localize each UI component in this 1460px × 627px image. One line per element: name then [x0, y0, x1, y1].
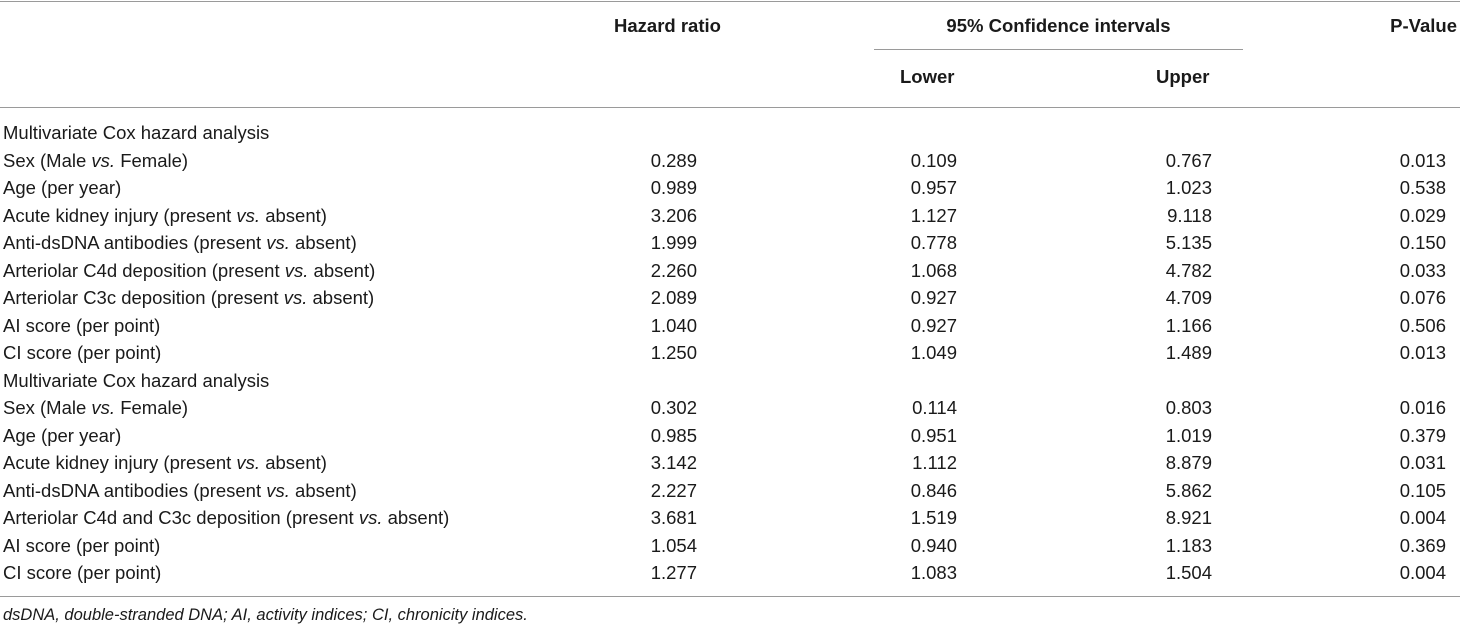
table-row — [0, 425, 1460, 453]
row-label-text: AI score (per point) — [3, 314, 161, 336]
ci-lower-cell: 1.519 — [910, 507, 957, 528]
row-label-text: absent) — [289, 232, 357, 253]
row-label-text: Age (per year) — [3, 177, 122, 198]
section-header-row — [0, 122, 1460, 150]
hazard-ratio-cell: 1.277 — [650, 562, 697, 583]
p-value-cell: 0.150 — [1399, 232, 1446, 253]
table-row — [0, 342, 1460, 370]
table-row — [0, 480, 1460, 508]
table-row — [0, 205, 1460, 233]
hazard-ratio-cell: 2.260 — [650, 259, 697, 281]
p-value-cell: 0.379 — [1399, 424, 1446, 446]
row-label-vs: vs. — [284, 259, 309, 281]
ci-lower-cell: 0.927 — [910, 314, 957, 336]
row-label — [3, 452, 327, 474]
p-value-cell: 0.031 — [1399, 452, 1446, 473]
p-value-cell: 0.013 — [1399, 149, 1446, 171]
row-label — [3, 232, 357, 254]
row-label — [3, 260, 375, 282]
ci-upper-cell: 9.118 — [1167, 204, 1212, 226]
hazard-ratio-cell: 1.040 — [650, 314, 697, 336]
ci-upper-cell: 8.879 — [1165, 452, 1212, 473]
row-label-text: Sex (Male — [3, 149, 92, 171]
row-label — [3, 535, 160, 557]
table-row — [0, 150, 1460, 178]
ci-upper-cell: 4.782 — [1165, 259, 1212, 281]
ci-upper-cell: 0.767 — [1165, 149, 1212, 171]
row-label-text: CI score (per point) — [3, 562, 162, 583]
row-label-text: absent) — [289, 479, 357, 501]
section-title: Multivariate Cox hazard analysis — [3, 369, 270, 391]
row-label — [3, 177, 121, 199]
table-row — [0, 397, 1460, 425]
ci-lower-cell: 0.846 — [910, 479, 957, 501]
row-label-vs: vs. — [266, 232, 290, 253]
ci-lower-cell: 0.957 — [910, 177, 957, 198]
row-label — [3, 425, 121, 447]
table-row — [0, 287, 1460, 315]
row-label — [3, 342, 161, 364]
hazard-ratio-cell: 3.681 — [650, 507, 697, 528]
row-label — [3, 507, 449, 529]
row-label-text: Arteriolar C3c deposition (present — [3, 287, 284, 308]
row-label — [3, 397, 188, 419]
row-label-text: absent) — [307, 287, 375, 308]
row-label-text: Anti-dsDNA antibodies (present — [3, 232, 267, 253]
ci-lower-cell: 1.083 — [910, 562, 957, 583]
row-label-vs: vs. — [358, 507, 383, 528]
p-value-cell: 0.004 — [1399, 507, 1446, 528]
ci-upper-cell: 0.803 — [1165, 397, 1212, 418]
table-footnote: dsDNA, double-stranded DNA; AI, activity indices; CI, chronicity indices. — [3, 606, 528, 624]
row-label-text: Anti-dsDNA antibodies (present — [3, 479, 267, 501]
hazard-ratio-cell: 2.089 — [650, 287, 697, 308]
ci-upper-cell: 5.135 — [1165, 232, 1212, 253]
table-row — [0, 562, 1460, 590]
header-hazard-ratio: Hazard ratio — [614, 15, 721, 36]
p-value-cell: 0.369 — [1399, 534, 1446, 556]
row-label-text: Arteriolar C4d and C3c deposition (present — [3, 507, 359, 528]
row-label — [3, 480, 357, 502]
table-row — [0, 260, 1460, 288]
ci-lower-cell: 0.778 — [910, 232, 957, 253]
row-label-text: Age (per year) — [3, 424, 122, 446]
p-value-cell: 0.033 — [1399, 259, 1446, 281]
ci-upper-cell: 1.023 — [1165, 177, 1212, 198]
row-label-text: Female) — [115, 149, 189, 171]
row-label-text: Acute kidney injury (present — [3, 452, 237, 473]
ci-upper-cell: 1.183 — [1165, 534, 1212, 556]
row-label-vs: vs. — [236, 452, 261, 473]
row-label-vs: vs. — [283, 287, 308, 308]
ci-lower-cell: 0.114 — [912, 397, 957, 418]
table-row — [0, 452, 1460, 480]
p-value-cell: 0.029 — [1399, 204, 1446, 226]
table-row — [0, 232, 1460, 260]
row-label — [3, 287, 374, 309]
ci-lower-cell: 0.951 — [910, 424, 957, 446]
table-row — [0, 177, 1460, 205]
row-label — [3, 205, 327, 227]
row-label-text: CI score (per point) — [3, 342, 162, 363]
ci-upper-cell: 1.489 — [1165, 342, 1212, 363]
ci-lower-cell: 1.049 — [910, 342, 957, 363]
hazard-ratio-cell: 0.989 — [650, 177, 697, 198]
ci-upper-cell: 8.921 — [1165, 507, 1212, 528]
row-label-vs: vs. — [91, 149, 116, 171]
table-row — [0, 507, 1460, 535]
table-bottom-rule — [0, 596, 1460, 597]
row-label-text: absent) — [260, 452, 327, 473]
table-body — [0, 122, 1460, 590]
hazard-ratio-cell: 1.999 — [650, 232, 697, 253]
hazard-ratio-cell: 0.289 — [650, 149, 697, 171]
row-label — [3, 562, 161, 584]
header-confidence-intervals: 95% Confidence intervals — [946, 15, 1171, 36]
row-label-text: Acute kidney injury (present — [3, 204, 237, 226]
ci-lower-cell: 0.109 — [910, 149, 957, 171]
header-p-value: P-Value — [1390, 15, 1457, 36]
row-label — [3, 150, 188, 172]
header-lower: Lower — [900, 66, 955, 87]
row-label-vs: vs. — [266, 479, 290, 501]
table-top-rule — [0, 1, 1460, 2]
header-upper: Upper — [1156, 66, 1210, 87]
hazard-ratio-cell: 1.054 — [650, 534, 697, 556]
row-label-vs: vs. — [236, 204, 261, 226]
row-label — [3, 315, 160, 337]
hazard-ratio-cell: 3.206 — [650, 204, 697, 226]
ci-upper-cell: 1.019 — [1165, 424, 1212, 446]
hazard-ratio-cell: 3.142 — [650, 452, 697, 473]
table-row — [0, 315, 1460, 343]
ci-upper-cell: 5.862 — [1165, 479, 1212, 501]
p-value-cell: 0.016 — [1399, 397, 1446, 418]
ci-upper-cell: 1.504 — [1165, 562, 1212, 583]
p-value-cell: 0.013 — [1399, 342, 1446, 363]
hazard-ratio-cell: 0.302 — [650, 397, 697, 418]
table-row — [0, 535, 1460, 563]
ci-lower-cell: 1.127 — [910, 204, 957, 226]
p-value-cell: 0.004 — [1399, 562, 1446, 583]
confidence-interval-rule — [874, 49, 1243, 50]
header-bottom-rule — [0, 107, 1460, 108]
section-header-row — [0, 370, 1460, 398]
row-label-text: absent) — [382, 507, 450, 528]
p-value-cell: 0.105 — [1399, 479, 1446, 501]
row-label-text: absent) — [308, 259, 376, 281]
ci-lower-cell: 1.068 — [910, 259, 957, 281]
section-title: Multivariate Cox hazard analysis — [3, 122, 270, 143]
ci-upper-cell: 4.709 — [1165, 287, 1212, 308]
p-value-cell: 0.076 — [1399, 287, 1446, 308]
hazard-ratio-cell: 1.250 — [650, 342, 697, 363]
ci-lower-cell: 0.927 — [910, 287, 957, 308]
ci-lower-cell: 0.940 — [910, 534, 957, 556]
hazard-ratio-cell: 2.227 — [650, 479, 697, 501]
row-label-text: Sex (Male — [3, 397, 92, 418]
p-value-cell: 0.538 — [1399, 177, 1446, 198]
row-label-text: absent) — [260, 204, 327, 226]
hazard-ratio-cell: 0.985 — [650, 424, 697, 446]
row-label-text: Arteriolar C4d deposition (present — [3, 259, 285, 281]
ci-upper-cell: 1.166 — [1165, 314, 1212, 336]
row-label-text: AI score (per point) — [3, 534, 161, 556]
row-label-vs: vs. — [91, 397, 116, 418]
row-label-text: Female) — [115, 397, 189, 418]
p-value-cell: 0.506 — [1399, 314, 1446, 336]
ci-lower-cell: 1.112 — [912, 452, 957, 473]
